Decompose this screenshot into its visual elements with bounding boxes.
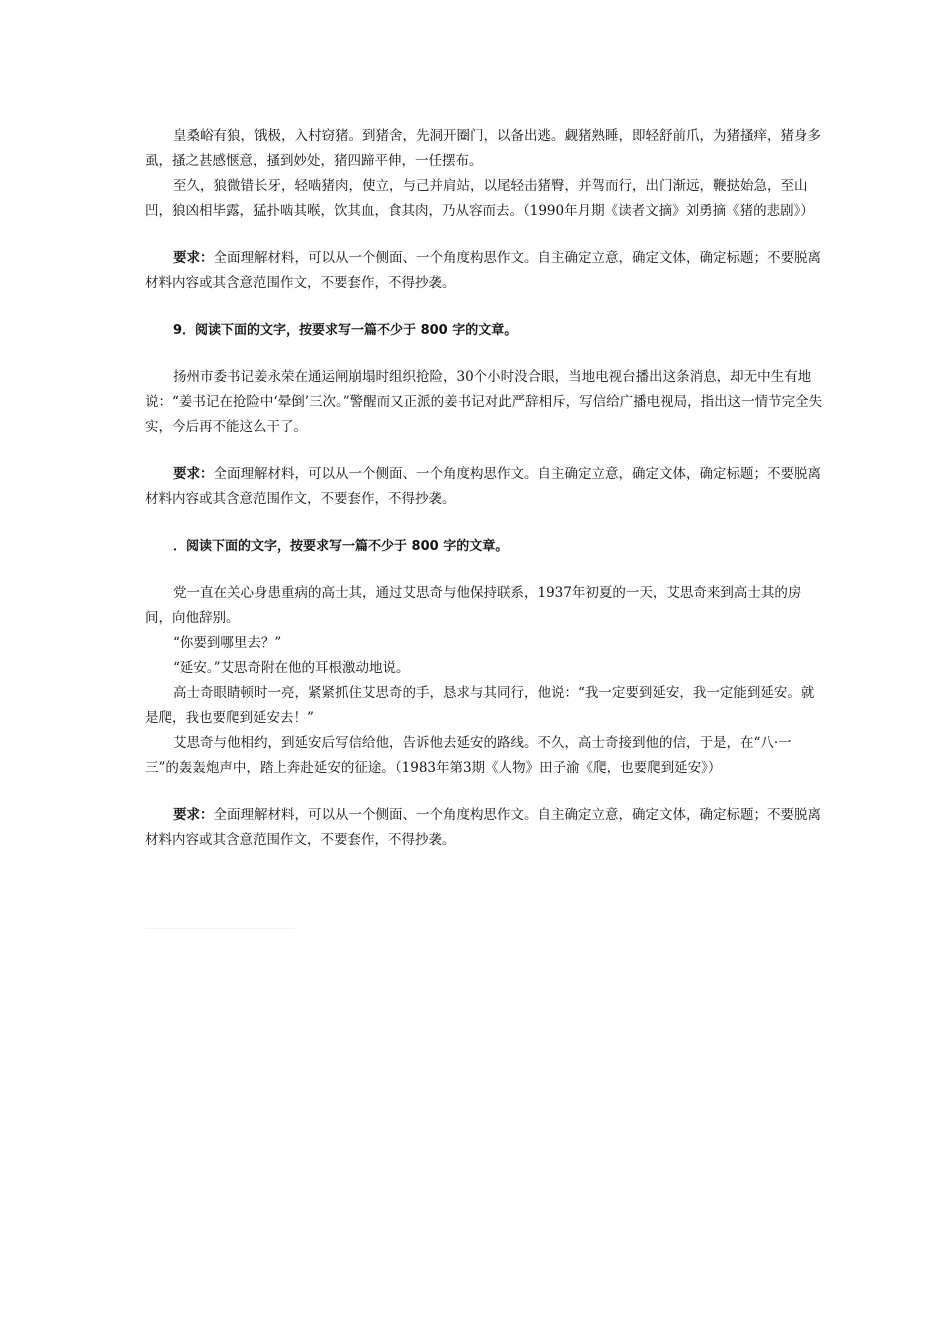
requirement-label: 要求： <box>173 250 214 266</box>
passage-wolf-paragraph-2: 至久，狼微错长牙，轻啮猪肉，使立，与己并肩站，以尾轻击猪臀，并驾而行，出门渐远，鞭挞始急，至山凹，狼凶相毕露，猛扑啮其喉，饮其血，食其肉，乃从容而去。（1990年月期《读者文摘》刘勇摘《猪的悲剧》） <box>145 178 814 219</box>
question-10-paragraph-3: “延安。”艾思奇附在他的耳根激动地说。 <box>173 660 410 676</box>
question-10-paragraph-1: 党一直在关心身患重病的高士其，通过艾思奇与他保持联系，1937年初夏的一天，艾思奇来到高士其的房间，向他辞别。 <box>145 585 802 626</box>
requirement-text: 全面理解材料，可以从一个侧面、一个角度构思作文。自主确定立意，确定文体，确定标题；不要脱离材料内容或其含意范围作文，不要套作，不得抄袭。 <box>145 250 821 291</box>
requirement-text: 全面理解材料，可以从一个侧面、一个角度构思作文。自主确定立意，确定文体，确定标题；不要脱离材料内容或其含意范围作文，不要套作，不得抄袭。 <box>145 466 821 507</box>
question-10-paragraph-5: 艾思奇与他相约，到延安后写信给他，告诉他去延安的路线。不久，高士奇接到他的信，于是，在“八·一三”的轰轰炮声中，踏上奔赴延安的征途。（1983年第3期《人物》田子渝《爬，也要爬到延安》） <box>145 735 792 776</box>
question-9-heading: 9．阅读下面的文字，按要求写一篇不少于 800 字的文章。 <box>173 323 518 338</box>
document-body <box>145 124 825 853</box>
question-9-paragraph: 扬州市委书记姜永荣在通运闸崩塌时组织抢险，30个小时没合眼，当地电视台播出这条消息，却无中生有地说：“姜书记在抢险中‘晕倒’三次。”警醒而又正派的姜书记对此严辞相斥，写信给广播电视局，指出这一情节完全失实，今后再不能这么干了。 <box>145 369 823 435</box>
requirement-label: 要求： <box>173 466 214 482</box>
requirement-block-1 <box>145 246 825 296</box>
question-10-heading: ．阅读下面的文字，按要求写一篇不少于 800 字的文章。 <box>173 539 509 554</box>
requirement-block-2 <box>145 462 825 512</box>
passage-wolf-paragraph-1: 皇桑峪有狼，饿极，入村窃猪。到猪舍，先洞开圈门，以备出逃。觑猪熟睡，即轻舒前爪，为猪搔痒，猪身多虱，搔之甚感惬意，搔到妙处，猪四蹄平伸，一任摆布。 <box>145 128 821 169</box>
requirement-label: 要求： <box>173 807 214 823</box>
requirement-block-3 <box>145 803 825 853</box>
requirement-text: 全面理解材料，可以从一个侧面、一个角度构思作文。自主确定立意，确定文体，确定标题；不要脱离材料内容或其含意范围作文，不要套作，不得抄袭。 <box>145 807 821 848</box>
faint-divider <box>145 928 295 929</box>
question-10-paragraph-4: 高士奇眼睛顿时一亮，紧紧抓住艾思奇的手，恳求与其同行，他说：“我一定要到延安，我一定能到延安。就是爬，我也要爬到延安去！” <box>145 685 815 726</box>
question-10-paragraph-2: “你要到哪里去？” <box>173 635 282 651</box>
